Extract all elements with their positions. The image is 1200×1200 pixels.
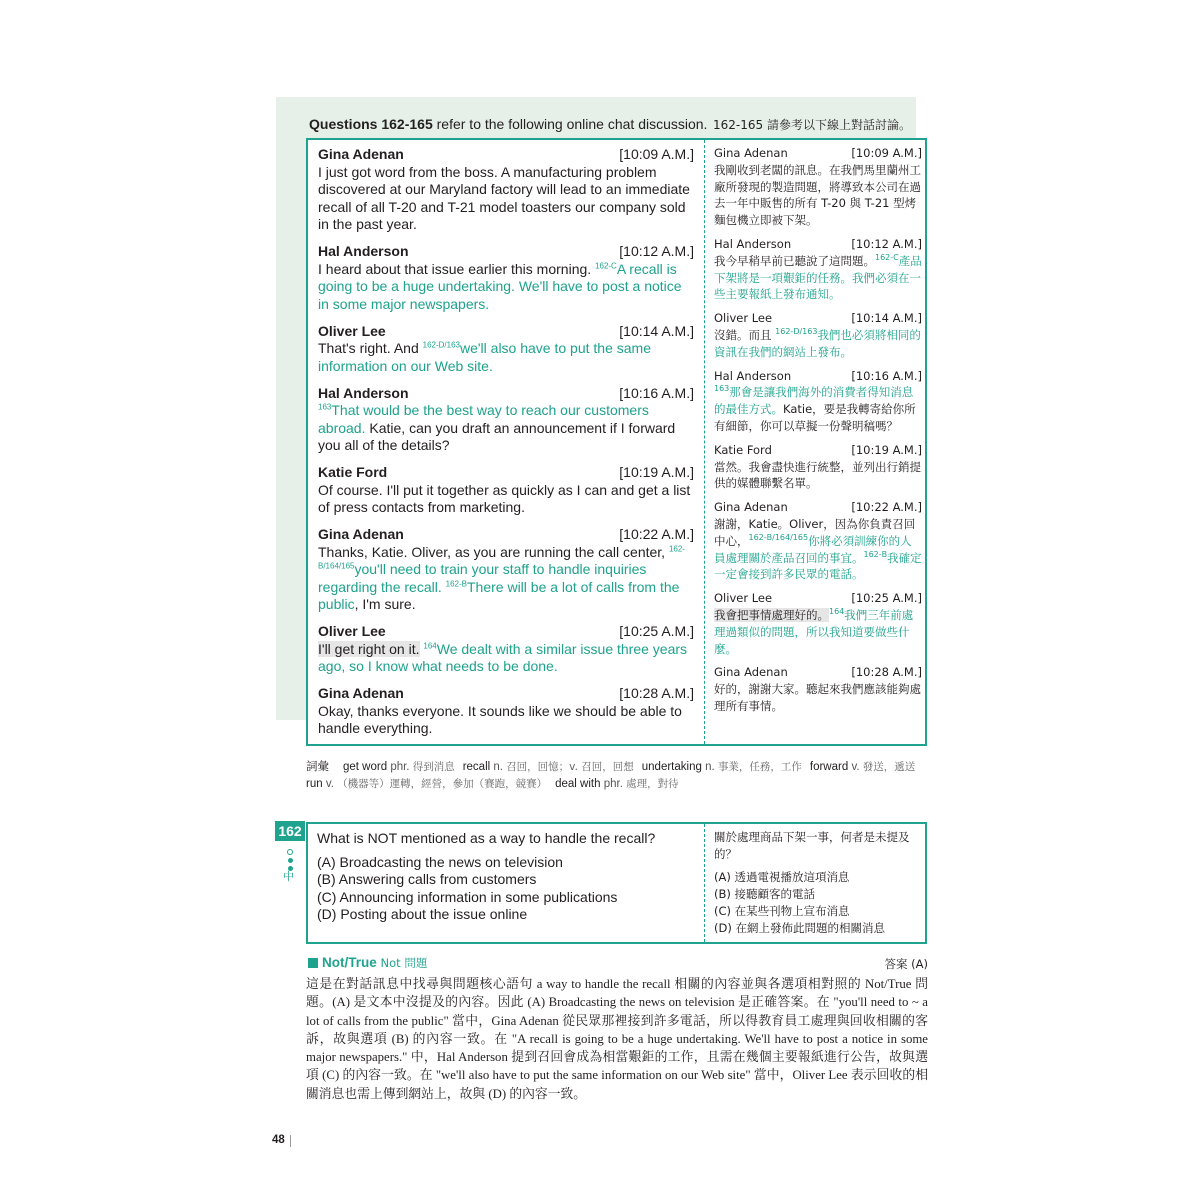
answer-label: 答案 (A) <box>884 957 928 971</box>
message-header <box>318 685 694 703</box>
text-plain: 好的，謝謝大家。聽起來我們應該能夠處理所有事情。 <box>714 682 921 713</box>
vocabulary-section <box>306 758 926 792</box>
timestamp: [10:19 A.M.] <box>851 442 922 457</box>
text-plain: , I'm sure. <box>354 596 416 612</box>
chat-passage <box>306 138 927 746</box>
vocab-word: run <box>306 777 323 790</box>
evidence-sentence: That would be the best way to reach our customers abroad. <box>318 402 649 436</box>
vocab-label: 詞彙 <box>306 759 329 773</box>
message-text <box>318 703 694 738</box>
speaker-name: Hal Anderson <box>318 243 409 259</box>
text-plain: 謝謝，Katie。Oliver，因為你負責召回中心， <box>714 516 916 548</box>
chat-message <box>318 623 694 676</box>
column-divider <box>704 140 705 744</box>
text-highlight: I'll get right on it. <box>318 640 420 657</box>
speaker-name: Oliver Lee <box>714 591 773 606</box>
speaker-name: Gina Adenan <box>318 685 404 701</box>
chat-message <box>714 368 922 435</box>
message-text <box>318 402 694 455</box>
chat-english-column <box>318 146 694 747</box>
vocab-meaning: 發送，遞送 <box>862 761 916 773</box>
chat-message <box>318 685 694 738</box>
answer-option: (B) Answering calls from customers <box>317 871 537 887</box>
vocab-pos: v. <box>325 777 334 790</box>
speaker-name: Katie Ford <box>714 442 772 457</box>
difficulty-dot-empty <box>287 849 293 855</box>
question-tag: 162-C <box>875 252 899 262</box>
message-header <box>318 146 694 164</box>
vocab-pos: v. <box>851 761 860 773</box>
question-box <box>306 822 927 944</box>
vocab-meaning: （機器等）運轉，經營，參加（賽跑，競賽） <box>337 777 548 790</box>
chat-message <box>714 442 922 492</box>
message-header <box>714 145 922 162</box>
timestamp: [10:16 A.M.] <box>851 368 922 383</box>
message-header <box>714 310 922 327</box>
vocab-word: undertaking <box>641 761 702 773</box>
message-header <box>714 442 922 459</box>
timestamp: [10:25 A.M.] <box>851 591 922 606</box>
text-plain: Okay, thanks everyone. It sounds like we should be able to handle everything. <box>318 702 682 736</box>
speaker-name: Gina Adenan <box>714 500 788 515</box>
chat-message <box>714 499 922 583</box>
text-plain: Katie, can you draft an announcement if I forward you all of the details? <box>318 419 676 453</box>
vocab-meaning: 召回，回憶；v. 召回，回想 <box>506 761 634 773</box>
evidence-sentence: 產品下架將是一項艱鉅的任務。我們必須在一些主要報紙上發布通知。 <box>714 253 922 302</box>
text-plain: 我剛收到老闆的訊息。在我們馬里蘭州工廠所發現的製造問題，將導致本公司在過去一年中販售的所有 T-20 與 T-21 型烤麵包機立即被下架。 <box>714 162 921 228</box>
message-text <box>318 482 694 517</box>
vocab-item <box>306 778 547 790</box>
evidence-sentence: A recall is going to be a huge undertaking. We'll have to post a notice in some major newspapers. <box>318 260 682 312</box>
timestamp: [10:12 A.M.] <box>619 243 694 259</box>
passage-header <box>309 116 919 134</box>
answer-option: (D) Posting about the issue online <box>317 906 528 922</box>
message-text <box>318 544 694 614</box>
evidence-sentence: 我們三年前處理過類似的問題，所以我知道要做些什麼。 <box>714 607 914 656</box>
timestamp: [10:14 A.M.] <box>851 311 922 326</box>
answer-option: (A) Broadcasting the news on television <box>317 853 563 870</box>
chat-message <box>318 385 694 455</box>
question-english <box>317 830 697 924</box>
message-header <box>714 368 922 385</box>
chat-message <box>318 526 694 614</box>
message-header <box>318 623 694 641</box>
timestamp: [10:19 A.M.] <box>619 464 694 480</box>
timestamp: [10:25 A.M.] <box>619 623 694 639</box>
vocab-word: recall <box>462 761 491 773</box>
chat-message <box>318 146 694 234</box>
vocab-word: get word <box>343 761 388 773</box>
text-plain: 當然。我會盡快進行統整，並列出行銷提供的媒體聯繫名單。 <box>714 459 921 491</box>
text-highlight: 我會把事情處理好的。 <box>714 607 829 622</box>
speaker-name: Gina Adenan <box>714 665 788 680</box>
header-chinese: 162-165 請參考以下線上對話討論。 <box>713 118 911 132</box>
chat-message <box>714 236 922 303</box>
vocab-pos: n. <box>493 761 503 773</box>
page-number-divider <box>290 1135 291 1147</box>
vocab-item <box>642 761 802 773</box>
timestamp: [10:22 A.M.] <box>619 526 694 542</box>
timestamp: [10:09 A.M.] <box>619 146 694 162</box>
speaker-name: Gina Adenan <box>318 526 404 542</box>
question-stem: What is NOT mentioned as a way to handle the recall? <box>317 830 656 846</box>
vocab-meaning: 處理，對待 <box>626 777 679 790</box>
timestamp: [10:28 A.M.] <box>851 665 922 680</box>
speaker-name: Oliver Lee <box>318 623 386 639</box>
message-text <box>714 607 922 657</box>
message-header <box>318 385 694 403</box>
question-tag: 162-D/163 <box>775 327 818 337</box>
chat-message <box>714 310 922 360</box>
vocab-pos: n. <box>705 761 715 773</box>
timestamp: [10:09 A.M.] <box>851 146 922 160</box>
evidence-sentence: you'll need to train your staff to handle inquiries regarding the recall. <box>318 561 647 595</box>
message-text <box>714 516 922 583</box>
speaker-name: Oliver Lee <box>318 322 386 339</box>
answer-option-zh: (B) 接聽顧客的電話 <box>714 887 816 901</box>
explanation-title: Not/True Not 問題 <box>322 955 428 970</box>
message-text <box>318 641 694 676</box>
message-header <box>318 526 694 544</box>
difficulty-dot-filled <box>288 858 293 863</box>
vocab-meaning: 得到消息 <box>412 761 455 773</box>
text-plain: Katie，要是我轉寄給你所有細節，你可以草擬一份聲明稿嗎？ <box>714 402 916 433</box>
vocab-item <box>555 778 678 790</box>
question-tag: 164 <box>829 607 845 617</box>
timestamp: [10:22 A.M.] <box>851 500 922 515</box>
question-tag: 162-D/163 <box>422 340 460 350</box>
message-header <box>714 499 922 516</box>
vocab-pos: phr. <box>390 761 410 773</box>
answer-option-zh: (C) 在某些刊物上宣布消息 <box>714 904 850 918</box>
text-plain: I heard about that issue earlier this morning. <box>318 260 596 277</box>
evidence-sentence: 我們也必須將相同的資訊在我們的網站上發布。 <box>714 327 921 359</box>
question-tag: 164 <box>423 640 437 650</box>
question-tag: 163 <box>318 402 332 412</box>
vocab-word: forward <box>809 761 849 773</box>
text-plain: 沒錯。而且 <box>714 327 776 342</box>
question-tag: 163 <box>714 384 730 394</box>
timestamp: [10:28 A.M.] <box>619 685 694 701</box>
message-text <box>318 164 694 234</box>
message-header <box>318 464 694 482</box>
question-tag: 162-B <box>445 578 467 588</box>
column-divider <box>704 824 705 942</box>
vocab-meaning: 事業，任務，工作 <box>717 761 802 773</box>
message-text <box>714 253 922 303</box>
question-tag: 162-B/164/165 <box>318 543 685 571</box>
vocab-word: deal with <box>555 777 601 790</box>
question-tag: 162-B/164/165 <box>748 532 809 542</box>
text-plain: I just got word from the boss. A manufacturing problem discovered at our Maryland factory will lead to an immediate recall of all T-20 and T-21 model toasters our company sold in the past year. <box>318 163 690 232</box>
message-header <box>714 236 922 253</box>
chat-message <box>318 243 694 313</box>
vocab-item <box>343 761 455 773</box>
speaker-name: Gina Adenan <box>714 146 788 160</box>
vocab-item <box>810 761 915 773</box>
text-plain: Of course. I'll put it together as quickly as I can and get a list of press contacts from marketing. <box>318 481 691 515</box>
message-text <box>318 261 694 314</box>
message-text <box>714 459 922 493</box>
chat-message <box>318 323 694 376</box>
evidence-sentence: There will be a lot of calls from the public <box>318 578 680 612</box>
chat-message <box>714 590 922 657</box>
answer-option-zh: (A) 透過電視播放這項消息 <box>714 870 850 884</box>
chat-chinese-column <box>714 145 922 722</box>
chat-message <box>318 464 694 517</box>
question-tag: 162-C <box>595 260 617 270</box>
message-text <box>714 327 922 361</box>
page-number: 48 <box>272 1134 285 1146</box>
section-marker-icon <box>308 958 318 968</box>
chat-message <box>714 145 922 229</box>
text-plain: That's right. And <box>318 340 423 356</box>
message-header <box>714 590 922 607</box>
evidence-sentence: we'll also have to put the same information on our Web site. <box>318 340 651 374</box>
options-chinese <box>714 869 922 937</box>
message-header <box>318 323 694 341</box>
message-header <box>318 243 694 261</box>
text-plain: 我今早稍早前已聽說了這問題。 <box>714 253 875 268</box>
explanation-header <box>308 955 928 973</box>
evidence-sentence: 你將必須訓練你的人員處理關於產品召回的事宜。 <box>714 533 912 565</box>
speaker-name: Oliver Lee <box>714 311 773 326</box>
answer-option-zh: (D) 在網上發佈此問題的相關消息 <box>714 921 885 935</box>
options-english <box>317 854 697 924</box>
question-stem-zh: 關於處理商品下架一事，何者是未提及的？ <box>714 830 910 861</box>
difficulty-level: 中 <box>283 870 294 883</box>
message-text <box>714 384 922 434</box>
timestamp: [10:14 A.M.] <box>619 322 694 339</box>
question-tag: 162-B <box>863 549 888 559</box>
vocab-pos: phr. <box>603 777 623 790</box>
speaker-name: Hal Anderson <box>318 384 409 401</box>
speaker-name: Hal Anderson <box>714 368 792 383</box>
speaker-name: Katie Ford <box>318 464 388 480</box>
timestamp: [10:12 A.M.] <box>851 236 922 251</box>
timestamp: [10:16 A.M.] <box>619 384 694 401</box>
evidence-sentence: 我確定一定會接到許多民眾的電話。 <box>714 550 922 582</box>
speaker-name: Gina Adenan <box>318 146 404 162</box>
speaker-name: Hal Anderson <box>714 236 792 251</box>
vocab-item <box>463 761 634 773</box>
header-english: Questions 162-165 refer to the following online chat discussion. <box>309 116 708 132</box>
message-text <box>318 340 694 375</box>
answer-option: (C) Announcing information in some publications <box>317 888 618 905</box>
explanation-body: 這是在對話訊息中找尋與問題核心語句 a way to handle the recall 相關的內容並與各選項相對照的 Not/True 問題。(A) 是文本中沒提及的內容。因此 (A) Broadcasting the news on television 是正確答案。在 "you'll need to ~ a lot of calls from the public" 當中，Gina Adenan 從民眾那裡接到許多電話，所以得教育員工處理與回收相關的客訴，故與選項 (B) 的內容一致。在 "A recall is going to be a huge undertaking. We'll have to post a notice in some major newspapers." 中，Hal Anderson 提到召回會成為相當艱鉅的工作，且需在幾個主要報紙進行公告，故與選項 (C) 的內容一致。在 "we'll also have to put the same information on our Web site" 當中，Oliver Lee 表示回收的相關消息也需上傳到網站上，故與 (D) 的內容一致。 <box>306 977 928 1101</box>
question-number-badge: 162 <box>275 821 305 841</box>
question-chinese <box>714 829 922 937</box>
text-plain: Thanks, Katie. Oliver, as you are running the call center, <box>318 543 669 560</box>
message-text <box>714 162 922 229</box>
evidence-sentence: 那會是讓我們海外的消費者得知消息的最佳方式。 <box>714 385 914 417</box>
message-header <box>714 664 922 681</box>
chat-message <box>714 664 922 714</box>
evidence-sentence: We dealt with a similar issue three years ago, so I know what needs to be done. <box>318 640 688 674</box>
message-text <box>714 681 922 715</box>
